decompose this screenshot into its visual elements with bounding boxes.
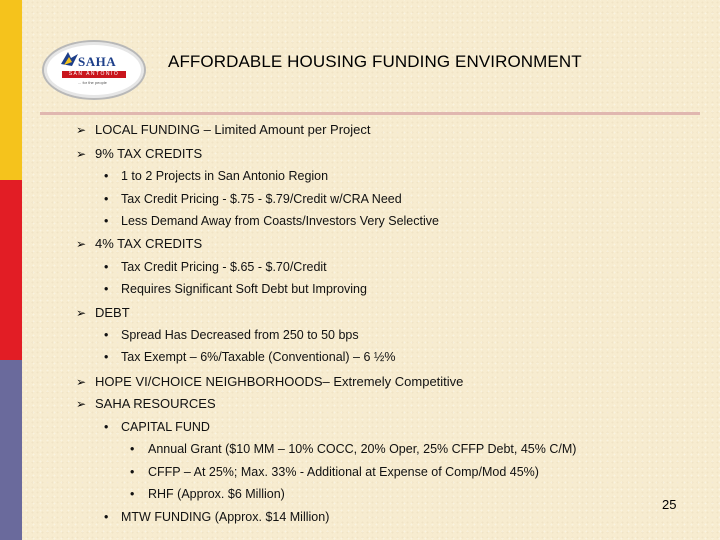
list-item-text: LOCAL FUNDING – Limited Amount per Project: [95, 122, 371, 137]
sub-list-item: [104, 350, 395, 364]
bullet-dot-icon: •: [104, 169, 109, 183]
left-stripe-red: [0, 180, 22, 360]
left-stripe-yellow: [0, 0, 22, 180]
bullet-dot-icon: •: [130, 442, 135, 456]
bullet-dot-icon: •: [130, 465, 135, 479]
list-item-text: DEBT: [95, 305, 130, 320]
sub-list-item: [104, 260, 327, 274]
list-item: [76, 374, 463, 389]
sub-list-item-text: Tax Credit Pricing - $.75 - $.79/Credit w/CRA Need: [121, 192, 402, 206]
sub-sub-list-item-text: Annual Grant ($10 MM – 10% COCC, 20% Oper, 25% CFFP Debt, 45% C/M): [148, 442, 577, 456]
bullet-dot-icon: •: [104, 420, 109, 434]
list-item: [76, 396, 216, 411]
sub-list-item: [104, 420, 210, 434]
sub-sub-list-item: [130, 442, 576, 456]
sub-list-item: [104, 192, 402, 206]
sub-sub-list-item-text: RHF (Approx. $6 Million): [148, 487, 285, 501]
bullet-dot-icon: •: [104, 214, 109, 228]
list-item: [76, 236, 202, 251]
arrow-bullet-icon: ➢: [76, 397, 87, 411]
arrow-bullet-icon: ➢: [76, 375, 87, 389]
sub-list-item-text: Tax Exempt – 6%/Taxable (Conventional) – 6 ½%: [121, 350, 396, 364]
sub-list-item: [104, 282, 367, 296]
list-item-text: SAHA RESOURCES: [95, 396, 216, 411]
sub-list-item: [104, 328, 359, 342]
arrow-bullet-icon: ➢: [76, 306, 87, 320]
sub-list-item-text: Spread Has Decreased from 250 to 50 bps: [121, 328, 359, 342]
logo-wordmark: SAHA: [78, 54, 117, 69]
sub-list-item-text: MTW FUNDING (Approx. $14 Million): [121, 510, 330, 524]
logo-band: SAN ANTONIO: [62, 71, 126, 78]
list-item: [76, 305, 130, 320]
arrow-bullet-icon: ➢: [76, 123, 87, 137]
list-item-text: HOPE VI/CHOICE NEIGHBORHOODS– Extremely Competitive: [95, 374, 464, 389]
bullet-dot-icon: •: [104, 260, 109, 274]
sub-sub-list-item: [130, 465, 539, 479]
sub-sub-list-item: [130, 487, 285, 501]
arrow-bullet-icon: ➢: [76, 147, 87, 161]
list-item-text: 4% TAX CREDITS: [95, 236, 203, 251]
bullet-dot-icon: •: [104, 328, 109, 342]
page-number: 25: [662, 497, 677, 512]
sub-list-item: [104, 510, 329, 524]
sub-list-item-text: Less Demand Away from Coasts/Investors Very Selective: [121, 214, 439, 228]
title-divider: [40, 112, 700, 115]
list-item-text: 9% TAX CREDITS: [95, 146, 203, 161]
bullet-dot-icon: •: [130, 487, 135, 501]
arrow-bullet-icon: ➢: [76, 237, 87, 251]
sub-list-item-text: Tax Credit Pricing - $.65 - $.70/Credit: [121, 260, 327, 274]
bullet-dot-icon: •: [104, 282, 109, 296]
sub-list-item-text: CAPITAL FUND: [121, 420, 210, 434]
logo-tagline: ... for the people: [78, 80, 107, 85]
bullet-dot-icon: •: [104, 350, 109, 364]
saha-bird-icon: [60, 50, 80, 68]
sub-list-item: [104, 214, 439, 228]
list-item: [76, 122, 371, 137]
bullet-dot-icon: •: [104, 192, 109, 206]
sub-list-item-text: 1 to 2 Projects in San Antonio Region: [121, 169, 329, 183]
sub-list-item-text: Requires Significant Soft Debt but Improving: [121, 282, 367, 296]
left-stripe-blue: [0, 360, 22, 540]
bullet-dot-icon: •: [104, 510, 109, 524]
slide-title: AFFORDABLE HOUSING FUNDING ENVIRONMENT: [168, 52, 582, 71]
saha-logo: [42, 40, 146, 100]
sub-list-item: [104, 169, 328, 183]
list-item: [76, 146, 202, 161]
sub-sub-list-item-text: CFFP – At 25%; Max. 33% - Additional at Expense of Comp/Mod 45%): [148, 465, 539, 479]
